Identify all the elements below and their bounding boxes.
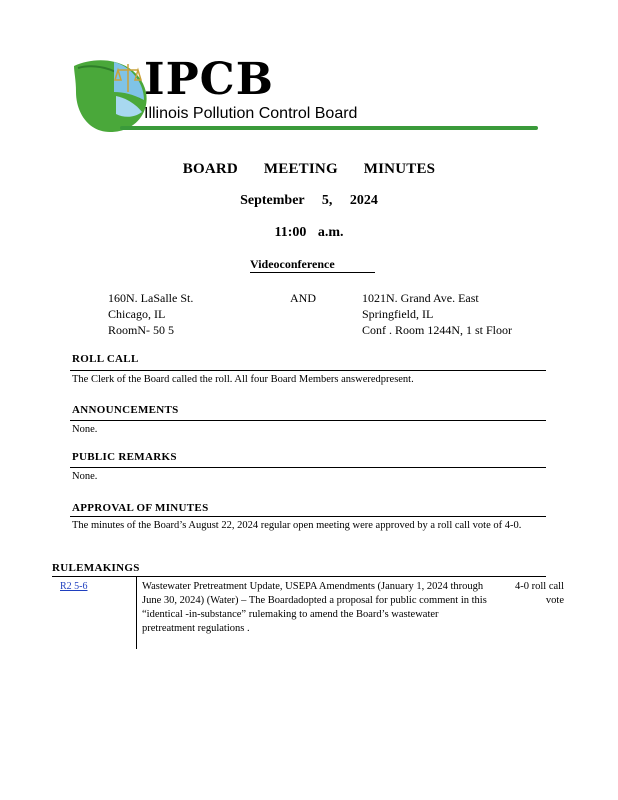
address-line: Chicago, IL bbox=[108, 307, 166, 321]
springfield-address bbox=[362, 290, 512, 338]
roll-call-body: The Clerk of the Board called the roll. All four Board Members answeredpresent. bbox=[72, 374, 414, 385]
address-line: RoomN- 50 5 bbox=[108, 323, 174, 337]
public-remarks-body: None. bbox=[72, 471, 98, 482]
address-line: 1021N. Grand Ave. East bbox=[362, 291, 479, 305]
meeting-date: September 5, 2024 bbox=[240, 193, 378, 208]
section-divider bbox=[52, 576, 546, 577]
roll-call-heading: ROLL CALL bbox=[72, 353, 139, 365]
section-divider bbox=[70, 467, 546, 468]
table-column-divider bbox=[136, 577, 137, 649]
meeting-time: 11:00 a.m. bbox=[274, 225, 344, 240]
rulemaking-vote: 4-0 roll call vote bbox=[515, 581, 564, 606]
approval-of-minutes-heading: APPROVAL OF MINUTES bbox=[72, 502, 209, 514]
ipcb-leaf-logo-icon bbox=[70, 52, 150, 134]
chicago-address bbox=[108, 290, 193, 338]
announcements-body: None. bbox=[72, 424, 98, 435]
address-line: Springfield, IL bbox=[362, 307, 434, 321]
section-divider bbox=[70, 516, 546, 517]
letterhead-org-name: Illinois Pollution Control Board bbox=[144, 105, 358, 122]
section-divider bbox=[70, 420, 546, 421]
section-divider bbox=[70, 370, 546, 371]
document-title: BOARD MEETING MINUTES bbox=[182, 161, 436, 177]
approval-of-minutes-body: The minutes of the Board’s August 22, 2024 regular open meeting were approved by a roll call vote of 4-0. bbox=[72, 520, 522, 531]
letterhead-acronym: IPCB bbox=[144, 54, 274, 105]
address-line: Conf . Room 1244N, 1 st Floor bbox=[362, 323, 513, 337]
announcements-heading: ANNOUNCEMENTS bbox=[72, 404, 179, 416]
address-connector: AND bbox=[290, 291, 316, 305]
letterhead-divider bbox=[120, 126, 538, 130]
rulemakings-heading: RULEMAKINGS bbox=[52, 562, 140, 574]
meeting-venue: Videoconference bbox=[250, 256, 375, 273]
rulemaking-description: Wastewater Pretreatment Update, USEPA Amendments (January 1, 2024 through June 30, 2024) (Water) – The Boardadopted a proposal for public comment in this “identical -in-substance” rulemaking to amend the Board’s wastewater pretreatment regulations . bbox=[142, 581, 487, 634]
public-remarks-heading: PUBLIC REMARKS bbox=[72, 451, 177, 463]
rulemaking-docket-link[interactable]: R2 5-6 bbox=[60, 581, 88, 592]
address-line: 160N. LaSalle St. bbox=[108, 291, 194, 305]
